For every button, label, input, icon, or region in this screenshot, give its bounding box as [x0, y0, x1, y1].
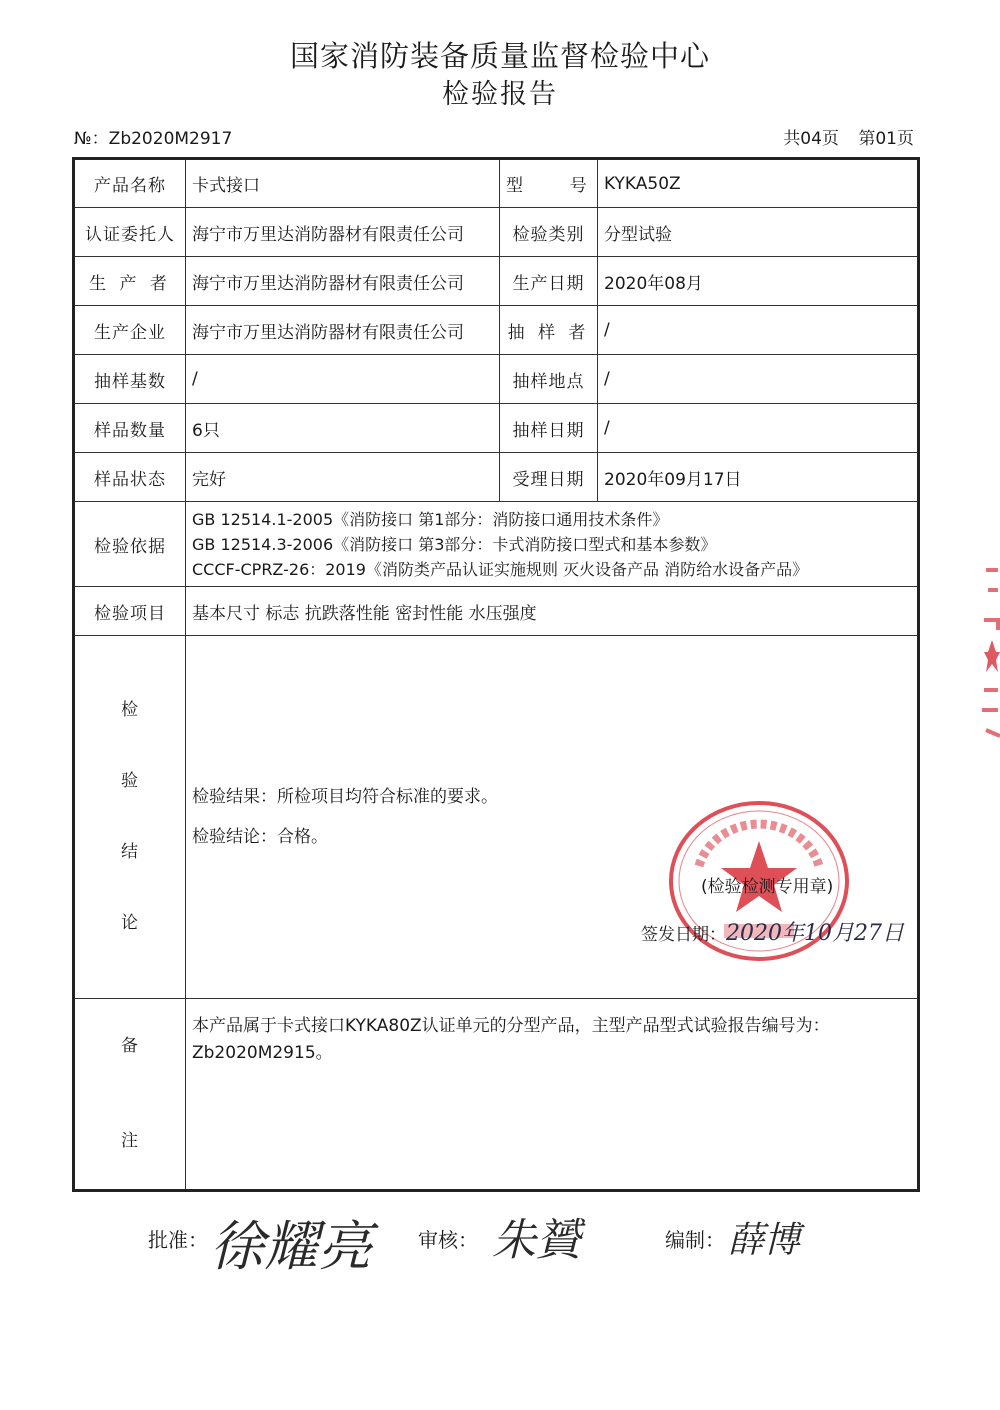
- sample-qty-value: 6只: [186, 404, 500, 453]
- sign-date-value: 2020年10月27日: [726, 921, 904, 946]
- conclusion-value: [186, 636, 919, 999]
- sampling-place-label: 抽样地点: [500, 355, 598, 404]
- producer-label: [74, 257, 186, 306]
- total-pages: 共04页: [783, 129, 839, 149]
- inspection-type-label: 检验类别: [500, 208, 598, 257]
- inspection-type-value: 分型试验: [598, 208, 919, 257]
- sampler-value: /: [598, 306, 919, 355]
- basis-line: CCCF-CPRZ-26：2019《消防类产品认证实施规则 灭火设备产品 消防给水设备产品》: [192, 559, 809, 579]
- items-value: 基本尺寸 标志 抗跌落性能 密封性能 水压强度: [186, 587, 919, 636]
- client-value: 海宁市万里达消防器材有限责任公司: [186, 208, 500, 257]
- sample-state-label: 样品状态: [74, 453, 186, 502]
- conclusion-char: 检: [121, 700, 139, 720]
- conclusion-label: [74, 636, 186, 999]
- conclusion-char: 结: [121, 842, 139, 862]
- table-row: [74, 404, 919, 453]
- table-row: [74, 159, 919, 208]
- remark-char: 备: [121, 1036, 139, 1056]
- sampler-label-text: 抽 样 者: [507, 322, 590, 343]
- sampling-place-value: /: [598, 355, 919, 404]
- accept-date-value: 2020年09月17日: [598, 453, 919, 502]
- report-number: №：Zb2020M2917: [74, 129, 233, 149]
- conclusion-char: 论: [121, 913, 139, 933]
- sampling-date-label: 抽样日期: [500, 404, 598, 453]
- sampler-label: [500, 306, 598, 355]
- sampling-date-value: /: [598, 404, 919, 453]
- accept-date-label: 受理日期: [500, 453, 598, 502]
- enterprise-value: 海宁市万里达消防器材有限责任公司: [186, 306, 500, 355]
- doc-title: 检验报告: [442, 79, 558, 110]
- sign-date: [641, 916, 904, 947]
- sample-qty-label: 样品数量: [74, 404, 186, 453]
- table-row: [74, 636, 919, 999]
- sample-state-value: 完好: [186, 453, 500, 502]
- model-value: KYKA50Z: [598, 159, 919, 208]
- client-label: 认证委托人: [74, 208, 186, 257]
- remark-char: 注: [121, 1131, 139, 1151]
- table-row: [74, 306, 919, 355]
- table-row: [74, 208, 919, 257]
- table-row: [74, 355, 919, 404]
- model-label-text: 型 号: [506, 176, 599, 196]
- conclusion-char: 验: [121, 771, 139, 791]
- inspection-verdict: 检验结论：合格。: [192, 827, 328, 847]
- remark-text: 本产品属于卡式接口KYKA80Z认证单元的分型产品，主型产品型式试验报告编号为：Zb2020M2915。: [192, 1016, 830, 1063]
- table-row: [74, 257, 919, 306]
- items-label: 检验项目: [74, 587, 186, 636]
- page-number: 第01页: [858, 129, 914, 149]
- compile-label: 编制：: [665, 1228, 725, 1252]
- table-row: [74, 587, 919, 636]
- signature-row: [0, 1200, 1000, 1310]
- producer-label-text: 生 产 者: [89, 273, 171, 294]
- remark-value: [186, 999, 919, 1191]
- stamp-label: (检验检测专用章): [701, 877, 834, 897]
- basis-line: GB 12514.1-2005《消防接口 第1部分：消防接口通用技术条件》: [192, 509, 669, 529]
- approve-label: 批准：: [148, 1228, 208, 1252]
- edge-seal-icon: [958, 560, 1000, 750]
- sign-date-label: 签发日期：: [641, 925, 726, 945]
- table-row: [74, 502, 919, 587]
- remark-label: [74, 999, 186, 1191]
- model-label: [500, 159, 598, 208]
- basis-line: GB 12514.3-2006《消防接口 第3部分：卡式消防接口型式和基本参数》: [192, 534, 717, 554]
- enterprise-label: 生产企业: [74, 306, 186, 355]
- report-table: [72, 157, 920, 1192]
- inspection-result: 检验结果：所检项目均符合标准的要求。: [192, 787, 498, 807]
- compile-signature: 薛博: [728, 1220, 801, 1261]
- basis-label: 检验依据: [74, 502, 186, 587]
- sampling-base-value: /: [186, 355, 500, 404]
- product-name-value: 卡式接口: [186, 159, 500, 208]
- table-row: [74, 453, 919, 502]
- table-row: [74, 999, 919, 1191]
- basis-value: [186, 502, 919, 587]
- review-signature: 朱贇: [492, 1215, 580, 1266]
- approve-signature: 徐耀亮: [210, 1215, 372, 1278]
- producer-value: 海宁市万里达消防器材有限责任公司: [186, 257, 500, 306]
- sampling-base-label: 抽样基数: [74, 355, 186, 404]
- page-info: [769, 124, 914, 149]
- production-date-label: 生产日期: [500, 257, 598, 306]
- org-title: 国家消防装备质量监督检验中心: [289, 39, 710, 73]
- product-name-label: 产品名称: [74, 159, 186, 208]
- review-label: 审核：: [418, 1228, 478, 1252]
- production-date-value: 2020年08月: [598, 257, 919, 306]
